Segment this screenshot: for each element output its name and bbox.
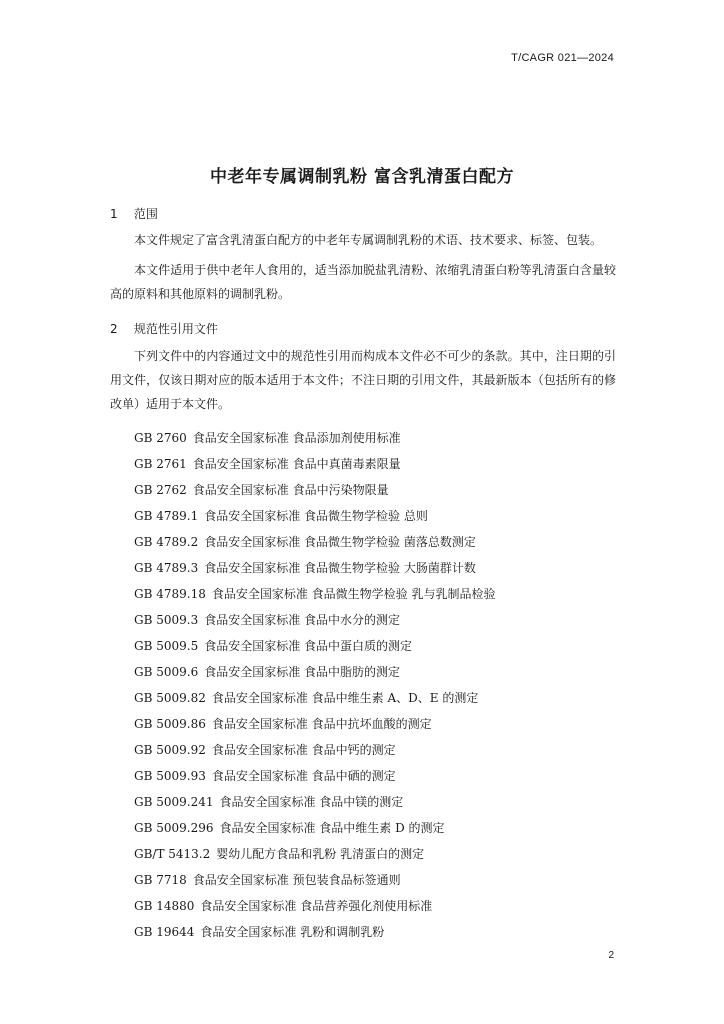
document-title: 中老年专属调制乳粉 富含乳清蛋白配方 (210, 167, 514, 187)
list-item: GB 4789.2 食品安全国家标准 食品微生物学检验 菌落总数测定 (134, 535, 476, 549)
list-item: GB 5009.296 食品安全国家标准 食品中维生素 D 的测定 (134, 821, 445, 835)
section-number: 2 (110, 322, 118, 336)
list-item: GB 5009.241 食品安全国家标准 食品中镁的测定 (134, 795, 404, 809)
list-item: GB 5009.5 食品安全国家标准 食品中蛋白质的测定 (134, 639, 413, 653)
list-item: GB 5009.6 食品安全国家标准 食品中脂肪的测定 (134, 665, 401, 679)
paragraph: 本文件规定了富含乳清蛋白配方的中老年专属调制乳粉的术语、技术要求、标签、包装。 (134, 233, 603, 247)
list-item: GB 5009.82 食品安全国家标准 食品中维生素 A、D、E 的测定 (134, 691, 479, 705)
section-heading-normative-references (110, 320, 218, 337)
list-item: GB 19644 食品安全国家标准 乳粉和调制乳粉 (134, 925, 385, 939)
section-title: 规范性引用文件 (133, 322, 218, 336)
section-heading-scope (110, 205, 158, 222)
list-item: GB 5009.3 食品安全国家标准 食品中水分的测定 (134, 613, 401, 627)
list-item: GB 14880 食品安全国家标准 食品营养强化剂使用标准 (134, 899, 433, 913)
list-item: GB 7718 食品安全国家标准 预包装食品标签通则 (134, 873, 401, 887)
list-item: GB 4789.3 食品安全国家标准 食品微生物学检验 大肠菌群计数 (134, 561, 476, 575)
list-item: GB/T 5413.2 婴幼儿配方食品和乳粉 乳清蛋白的测定 (134, 847, 425, 861)
list-item: GB 2760 食品安全国家标准 食品添加剂使用标准 (134, 431, 401, 445)
paragraph: 下列文件中的内容通过文中的规范性引用而构成本文件必不可少的条款。其中，注日期的引用文件，仅该日期对应的版本适用于本文件；不注日期的引用文件，其最新版本（包括所有的修改单）适用于本文件。 (110, 349, 616, 411)
list-item: GB 2761 食品安全国家标准 食品中真菌毒素限量 (134, 457, 401, 471)
list-item: GB 5009.93 食品安全国家标准 食品中硒的测定 (134, 769, 396, 783)
list-item: GB 2762 食品安全国家标准 食品中污染物限量 (134, 483, 389, 497)
section-title: 范围 (133, 207, 158, 221)
list-item: GB 4789.1 食品安全国家标准 食品微生物学检验 总则 (134, 509, 428, 523)
paragraph: 本文件适用于供中老年人食用的，适当添加脱盐乳清粉、浓缩乳清蛋白粉等乳清蛋白含量较高的原料和其他原料的调制乳粉。 (110, 263, 616, 301)
reference-list (134, 428, 495, 948)
document-code: T/CAGR 021—2024 (511, 52, 614, 64)
page-number: 2 (608, 950, 614, 961)
list-item: GB 5009.92 食品安全国家标准 食品中钙的测定 (134, 743, 396, 757)
list-item: GB 4789.18 食品安全国家标准 食品微生物学检验 乳与乳制品检验 (134, 587, 496, 601)
section-number: 1 (110, 207, 118, 221)
list-item: GB 5009.86 食品安全国家标准 食品中抗坏血酸的测定 (134, 717, 432, 731)
